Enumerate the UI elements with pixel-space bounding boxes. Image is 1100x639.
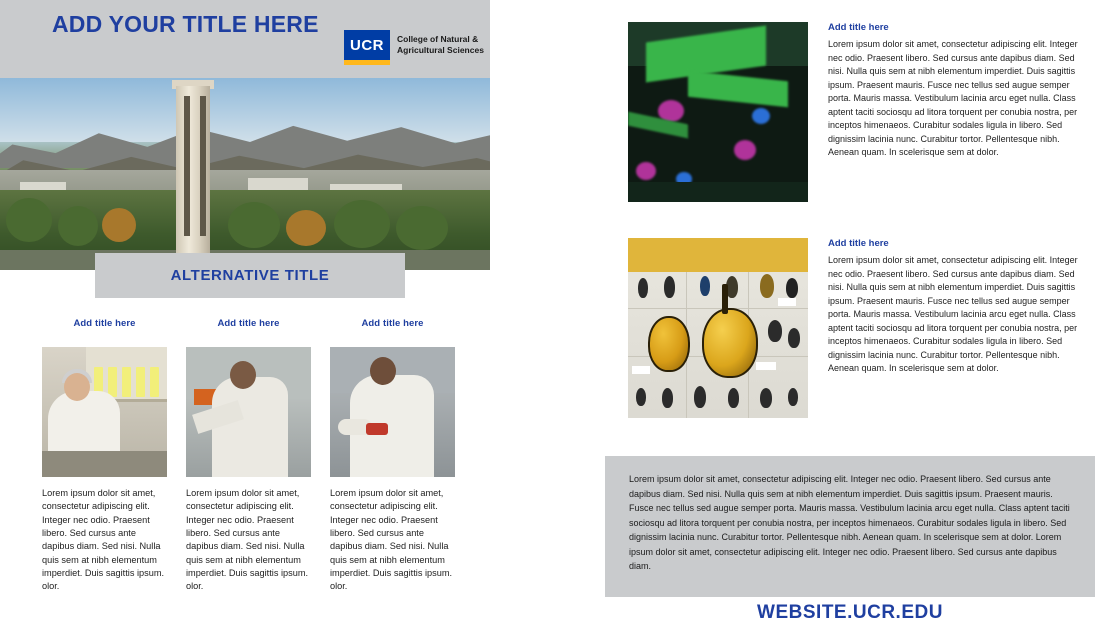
column-2-text: Lorem ipsum dolor sit amet, consectetur adipiscing elit. Integer nec odio. Praesent libero. Sed cursus ante dapibus diam. Sed nisi. Nulla quis sem at nibh elementum imperdiet. Duis sagittis ipsum. olor. [186, 488, 309, 592]
column-1-title: Add title here [73, 318, 136, 329]
hero-tree [334, 200, 390, 248]
pinned-beetle [786, 278, 798, 298]
neon-floor [628, 182, 808, 202]
block-1-body [828, 22, 1078, 202]
three-column-section [42, 318, 454, 594]
column-3-title: Add title here [361, 318, 424, 329]
pinned-beetle [760, 388, 772, 408]
caption-text: Lorem ipsum dolor sit amet, consectetur adipiscing elit. Integer nec odio. Praesent libero. Sed cursus ante dapibus diam. Sed nisi. Nulla quis sem at nibh elementum imperdiet. Duis sagittis ipsum. Praesent mauris. Fusce nec tellus sed augue semper porta. Mauris massa. Vestibulum lacinia arcu eget nulla. Class aptent taciti sociosqu ad litora torquent per conubia nostra, per inceptos himenaeos. Curabitur sodales ligula in libero. Sed dignissim lacinia nunc. Curabitur tortor. Pellentesque nibh. Aenean quam. In scelerisque sem at dolor. Lorem ipsum dolor sit amet, consectetur adipiscing elit. Integer nec odio. Praesent libero. Sed cursus ante dapibus diam. [629, 474, 1070, 572]
drawer-grid-line [628, 308, 808, 309]
pinned-beetle [638, 278, 648, 298]
block-2-text: Lorem ipsum dolor sit amet, consectetur adipiscing elit. Integer nec odio. Praesent libero. Sed cursus ante dapibus diam. Sed nisi. Nulla quis sem at nibh elementum imperdiet. Duis sagittis ipsum. Praesent mauris. Fusce nec tellus sed augue semper porta. Mauris massa. Vestibulum lacinia arcu eget nulla. Class aptent taciti sociosqu ad litora torquent per conubia nostra, per inceptos himenaeos. Curabitur sodales ligula in libero. Sed dignissim lacinia nunc. Curabitur tortor. Pellentesque nibh. Aenean quam. In scelerisque sem at dolor. [828, 255, 1078, 373]
pinned-beetle [636, 388, 646, 406]
block-1-image [628, 22, 808, 202]
lab-person-head [230, 361, 256, 389]
hero-tree [58, 206, 98, 246]
hero-autumn-tree [286, 210, 326, 246]
content-block-2 [628, 238, 1078, 418]
neon-pink-glow [636, 162, 656, 180]
lab-bottle [150, 367, 159, 397]
college-name-line1: College of Natural & [397, 33, 479, 44]
block-1-text: Lorem ipsum dolor sit amet, consectetur adipiscing elit. Integer nec odio. Praesent libero. Sed cursus ante dapibus diam. Sed nisi. Nulla quis sem at nibh elementum imperdiet. Duis sagittis ipsum. Praesent mauris. Fusce nec tellus sed augue semper porta. Mauris massa. Vestibulum lacinia arcu eget nulla. Class aptent taciti sociosqu ad litora torquent per conubia nostra, per inceptos himenaeos. Curabitur sodales ligula in libero. Sed dignissim lacinia nunc. Curabitur tortor. Pellentesque nibh. Aenean quam. In scelerisque sem at dolor. [828, 39, 1078, 157]
pinned-beetle [768, 320, 782, 342]
college-name-line2: Agricultural Sciences [397, 45, 484, 55]
pinned-beetle [700, 276, 710, 296]
column-2 [186, 318, 311, 594]
left-panel [0, 0, 490, 639]
lab-bottle [122, 367, 131, 397]
hero-tree [6, 198, 52, 242]
lab-person-head [370, 357, 396, 385]
page-title: ADD YOUR TITLE HERE [52, 11, 319, 37]
block-2-body [828, 238, 1078, 418]
pinned-beetle [788, 328, 800, 348]
pinned-beetle [760, 274, 774, 298]
pinned-beetle [728, 388, 739, 408]
hero-autumn-tree [102, 208, 136, 242]
block-1-title: Add title here [828, 22, 889, 33]
lab-sample [366, 423, 388, 435]
hero-tower-slot [184, 96, 190, 236]
alternative-title: ALTERNATIVE TITLE [170, 267, 330, 284]
lab-person-coat [212, 377, 288, 477]
neon-pink-glow [734, 140, 756, 160]
column-2-image [186, 347, 311, 477]
large-gold-beetle [702, 308, 758, 378]
column-3-text: Lorem ipsum dolor sit amet, consectetur adipiscing elit. Integer nec odio. Praesent libero. Sed cursus ante dapibus diam. Sed nisi. Nulla quis sem at nibh elementum imperdiet. Duis sagittis ipsum. olor. [330, 488, 453, 592]
pinned-beetle [664, 276, 675, 298]
column-1 [42, 318, 167, 594]
content-block-1 [628, 22, 1078, 202]
lab-bench [42, 451, 167, 477]
neon-blue-glow [752, 108, 770, 124]
ucr-cnas-logo [344, 30, 484, 60]
specimen-label [756, 362, 776, 370]
pinned-beetle [694, 386, 706, 408]
website-url: WEBSITE.UCR.EDU [757, 602, 943, 623]
neon-green-glow [688, 71, 788, 108]
specimen-label [632, 366, 650, 374]
hero-image-ucr-bell-tower [0, 78, 490, 270]
column-3-image [330, 347, 455, 477]
caption-box [605, 456, 1095, 597]
hero-tower-slot [200, 96, 206, 236]
column-1-text: Lorem ipsum dolor sit amet, consectetur adipiscing elit. Integer nec odio. Praesent libero. Sed cursus ante dapibus diam. Sed nisi. Nulla quis sem at nibh elementum imperdiet. Duis sagittis ipsum. olor. [42, 488, 165, 592]
column-3 [330, 318, 455, 594]
alternative-title-band [95, 253, 405, 298]
pinned-beetle [662, 388, 673, 408]
column-1-image [42, 347, 167, 477]
beetle-horn [722, 284, 728, 314]
column-2-title: Add title here [217, 318, 280, 329]
right-panel [600, 0, 1100, 639]
hero-tree [228, 202, 280, 248]
specimen-label [778, 298, 796, 306]
college-name [397, 34, 484, 56]
pinned-beetle [788, 388, 798, 406]
lab-person-head [64, 373, 90, 401]
ucr-logo-mark: UCR [344, 30, 390, 60]
large-gold-beetle [648, 316, 690, 372]
hero-tree [396, 206, 448, 250]
block-2-image [628, 238, 808, 418]
beetle-drawer-top-band [628, 238, 808, 272]
block-2-title: Add title here [828, 238, 889, 249]
lab-bottle [108, 367, 117, 397]
lab-bottle [136, 367, 145, 397]
